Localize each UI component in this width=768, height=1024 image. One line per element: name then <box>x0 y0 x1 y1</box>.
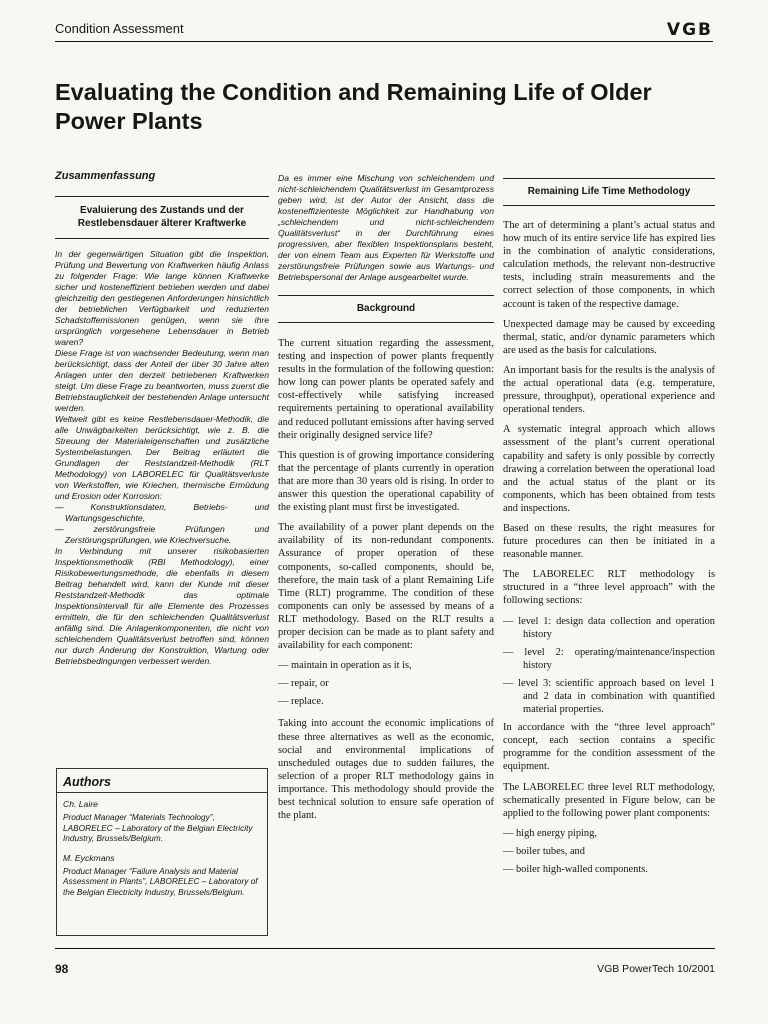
german-subtitle: Evaluierung des Zustands und der Restlebensdauer älterer Kraftwerke <box>77 205 247 229</box>
rlt-column <box>503 178 715 881</box>
rlt-text <box>503 219 715 876</box>
body-paragraph: Unexpected damage may be caused by exceeding thermal, static, and/or dynamic parameters which are used as the basis for calculations. <box>503 318 715 356</box>
list-item: — level 1: design data collection and operation history <box>503 615 715 640</box>
german-paragraph: Weltweit gibt es keine Restlebensdauer-Methodik, die alle Unwägbarkeiten berücksichtigt, wie z. B. die Streuung der Materialeigenschaften und zusätzliche Systembelastungen. Der Beitrag erläutert die Grundlagen der Reststandzeit-Methodik (RLT Methodology) von LABORELEC für Qualitätsverluste von Werkstoffen, wie Kriechen, thermische Ermüdung und Erosion oder Korrosion: <box>55 414 269 501</box>
body-paragraph: Based on these results, the right measures for future procedures can then be initiated in a reasonable manner. <box>503 522 715 561</box>
summary-heading: Zusammenfassung <box>55 170 156 182</box>
body-paragraph: The art of determining a plant’s actual status and how much of its entire service life has expired lies in the combination of analytic considerations, calculation methods, the relevant non-destructive tests, including strain measurements and the correct selection of those components, in which account is taken of the respective damage. <box>503 220 715 310</box>
article-title: Evaluating the Condition and Remaining Life of Older Power Plants <box>55 79 652 134</box>
journal-citation: VGB PowerTech 10/2001 <box>597 963 715 975</box>
author-name: Ch. Laire <box>63 799 98 809</box>
body-paragraph: An important basis for the results is the analysis of the actual operational data (e.g. temperature, pressure, throughput), operational experience and operational tenders. <box>503 364 715 416</box>
body-paragraph: Taking into account the economic implications of these three alternatives as well as the economic, social and environmental implications of unscheduled outages due to sudden failures, the selection of a proper RLT methodology gains in importance. This methodology should provide the best technical solution to ensure safe operation of the plant. <box>278 718 494 822</box>
german-paragraph: Diese Frage ist von wachsender Bedeutung, wenn man berücksichtigt, dass der Anteil der über 30 Jahre alten Anlagen unter den derzeit betriebenen Kraftwerken steigt. Um diese Frage zu beantworten, muss zuerst die Betriebstauglichkeit der bestehenden Anlage untersucht werden. <box>55 348 269 413</box>
list-item: — boiler high-walled components. <box>503 864 648 876</box>
list-item: — boiler tubes, and <box>503 845 585 857</box>
body-paragraph: The availability of a power plant depends on the availability of its non-redundant components. Assurance of proper operation of these components, so-called components, should be, therefore, the main task of a plant Remaining Life Time (RLT) programme. The condition of these components can only be assessed by means of a RLT methodology. Based on the RLT results a proper decision can be made as to plant safety and availability for each component: <box>278 522 494 652</box>
list-item: — level 3: scientific approach based on level 1 and 2 data in combination with quantified material properties. <box>503 677 715 716</box>
author-affiliation: Product Manager “Failure Analysis and Material Assessment in Plants”, LABORELEC – Laboratory of the Belgian Electricity Industry, Brussels/Belgium. <box>63 865 258 897</box>
authors-heading: Authors <box>57 775 267 793</box>
middle-column <box>278 173 494 829</box>
body-paragraph: The LABORELEC RLT methodology is structured in a “three level approach” with the following sections: <box>503 569 715 607</box>
page-footer <box>55 948 715 976</box>
body-paragraph: A systematic integral approach which allows assessment of the plant’s current operational capability and safety is only possible by correctly drawing a correlation between the operational load and the actual status of the plant or its components, which has been obtained from tests and inspections. <box>503 424 715 514</box>
german-list-item: — Konstruktionsdaten, Betriebs- und Wartungsgeschichte, <box>55 502 269 523</box>
german-summary-column <box>55 170 269 667</box>
list-item: — high energy piping, <box>503 827 597 839</box>
body-paragraph: The LABORELEC three level RLT methodology, schematically presented in Figure below, can be applied to the following power plant components: <box>503 781 715 819</box>
body-paragraph: The current situation regarding the assessment, testing and inspection of power plants frequently results in the formulation of the following question: how long can power plants be operated safely and cost-effectively while satisfying increased requirements pertaining to operational availability and reduced pollutant emissions after having served their originally designed service life? <box>278 338 494 441</box>
list-item: — level 2: operating/maintenance/inspection history <box>503 646 715 671</box>
german-list-item: — zerstörungsfreie Prüfungen und Zerstörungsprüfungen, wie Kriechversuche. <box>55 524 269 545</box>
authors-box <box>56 768 268 936</box>
section-label: Condition Assessment <box>55 21 184 36</box>
list-item: — repair, or <box>278 678 329 690</box>
german-summary-text <box>55 249 269 667</box>
running-header <box>55 20 713 42</box>
page-number: 98 <box>55 962 69 976</box>
rlt-heading: Remaining Life Time Methodology <box>527 186 691 197</box>
vgb-logo: VGB <box>666 20 713 40</box>
body-paragraph: This question is of growing importance considering that the percentage of plants currently in operation that are more than 30 years old is rising. In order to answer this question the operational capability of the existing plant must first be investigated. <box>278 449 494 514</box>
author-affiliation: Product Manager “Materials Technology”, LABORELEC – Laboratory of the Belgian Electricity Industry, Brussels/Belgium. <box>63 812 253 843</box>
background-text <box>278 337 494 822</box>
list-item: — replace. <box>278 696 324 708</box>
german-paragraph: In der gegenwärtigen Situation gibt die Inspektion, Prüfung und Bewertung von Kraftwerken häufig Anlass zu folgender Frage: Wie lange können Kraftwerke sicher und kosteneffizient betrieben werden und dabei gleichzeitig den gestiegenen Anforderungen hinsichtlich der betrieblichen Verfügbarkeit und reduzierten Schadstoffemissionen genügen, wenn sie ihre ursprünglich vorgesehene Lebensdauer in Betrieb waren? <box>55 249 269 347</box>
german-paragraph: In Verbindung mit unserer risikobasierten Inspektionsmethodik (RBI Methodology), einer Risikobewertungsmethode, die ebenfalls in diesem Beitrag behandelt wird, kann der Kunde mit dieser Reststandzeit-Methodik das optimale Inspektionsintervall für alle Elemente des Prozesses ermitteln, die für den schleichenden Qualitätsverlust anfällig sind. Die Anlagenkomponenten, die nicht von schleichendem Qualitätsverlust betroffen sind, können nur durch Änderung der Konstruktion, Wartung oder Betriebsbedingungen verbessert werden. <box>55 546 269 666</box>
german-summary-continued <box>278 173 494 283</box>
list-item: — maintain in operation as it is, <box>278 660 412 672</box>
german-paragraph: Da es immer eine Mischung von schleichendem und nicht-schleichendem Qualitätsverlust im Gesamtprozess geben wird, ist der Autor der Ansicht, dass die kosteneffizienteste Möglichkeit zur Handhabung von „schleichendem und nicht-schleichendem Qualitätsverlust“ in der Durchführung eines progressiven, aber flexiblen Inspektionsplans besteht, der von einem Team aus Experten für Werkstoffe und zerstörungsfreie Prüfungen sowie aus Wartungs- und Betriebspersonal der Anlage ausgearbeitet wurde. <box>278 173 494 282</box>
body-paragraph: In accordance with the “three level approach” concept, each section contains a specific programme for the condition assessment of the equipment. <box>503 722 715 773</box>
author-name: M. Eyckmans <box>63 852 115 863</box>
background-heading: Background <box>356 303 416 314</box>
